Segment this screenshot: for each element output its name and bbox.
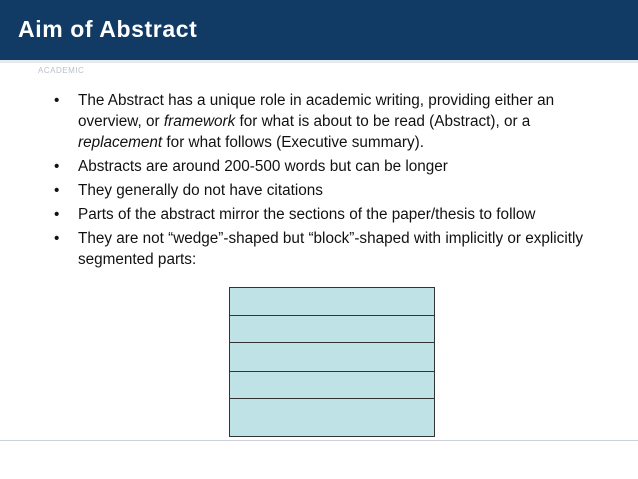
slide-title: Aim of Abstract <box>18 16 198 42</box>
emphasis-replacement: replacement <box>78 134 163 151</box>
block-segment <box>230 371 434 398</box>
bullet-item: • Parts of the abstract mirror the sections of the paper/thesis to follow <box>50 204 590 225</box>
faint-subtitle: ACADEMIC <box>38 66 85 75</box>
footer-divider <box>0 440 638 441</box>
bullet-list <box>50 90 590 273</box>
block-shaped-diagram <box>229 287 435 437</box>
bullet-item: • They generally do not have citations <box>50 180 590 201</box>
block-segment <box>230 398 434 436</box>
emphasis-framework: framework <box>163 113 236 130</box>
title-bar <box>0 0 638 63</box>
block-segment <box>230 288 434 315</box>
bullet-item: • They are not “wedge”-shaped but “block”-shaped with implicitly or explicitly segmented parts: <box>50 228 590 270</box>
bullet-item: • The Abstract has a unique role in academic writing, providing either an overview, or framework for what is about to be read (Abstract), or a replacement for what follows (Executive summary). <box>50 90 590 153</box>
block-segment <box>230 315 434 342</box>
bullet-item: • Abstracts are around 200-500 words but can be longer <box>50 156 590 177</box>
block-segment <box>230 342 434 371</box>
